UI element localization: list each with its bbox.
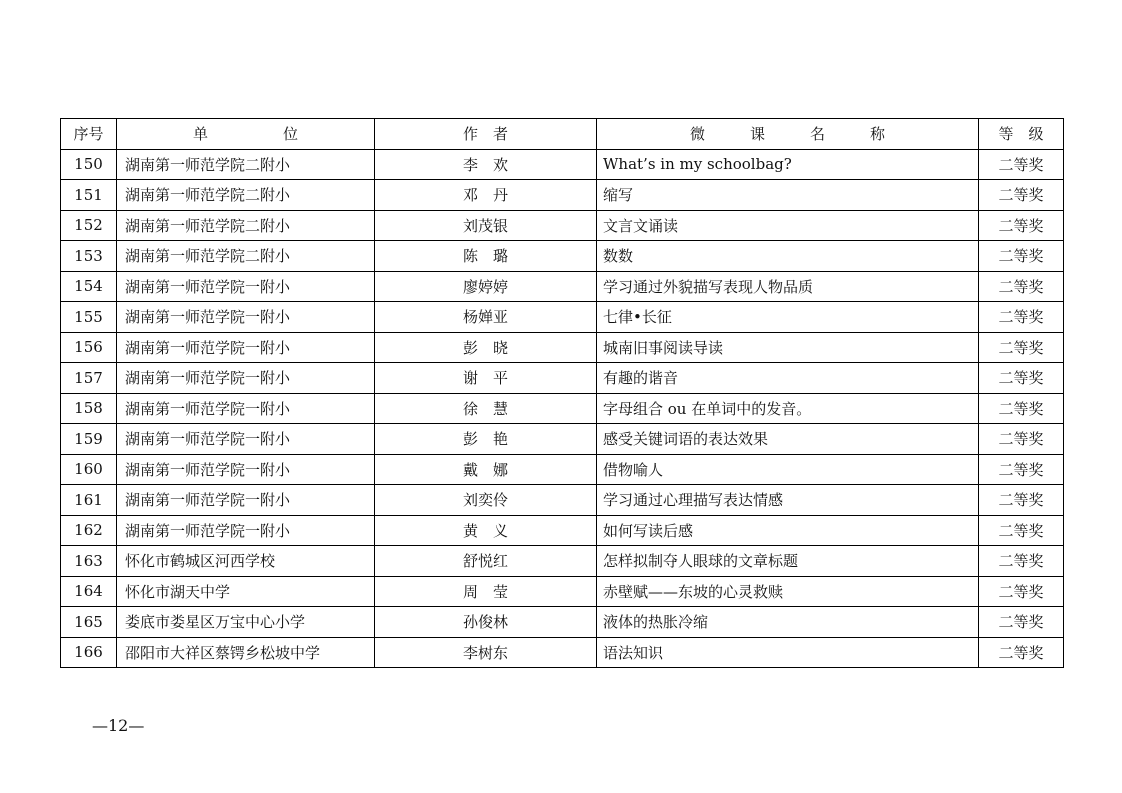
cell-unit: 湖南第一师范学院一附小 bbox=[117, 515, 375, 546]
cell-grade: 二等奖 bbox=[979, 363, 1064, 394]
cell-seq: 161 bbox=[61, 485, 117, 516]
cell-grade: 二等奖 bbox=[979, 332, 1064, 363]
cell-seq: 164 bbox=[61, 576, 117, 607]
header-grade: 等 级 bbox=[979, 119, 1064, 150]
table-body bbox=[61, 149, 1064, 668]
cell-grade: 二等奖 bbox=[979, 424, 1064, 455]
cell-author: 邓 丹 bbox=[375, 180, 597, 211]
cell-unit: 湖南第一师范学院一附小 bbox=[117, 454, 375, 485]
table-row bbox=[61, 332, 1064, 363]
cell-author: 谢 平 bbox=[375, 363, 597, 394]
cell-seq: 159 bbox=[61, 424, 117, 455]
table-row bbox=[61, 241, 1064, 272]
cell-author: 李 欢 bbox=[375, 149, 597, 180]
table-row bbox=[61, 424, 1064, 455]
table-row bbox=[61, 393, 1064, 424]
cell-title: 有趣的谐音 bbox=[597, 363, 979, 394]
table-row bbox=[61, 607, 1064, 638]
table-row bbox=[61, 485, 1064, 516]
cell-grade: 二等奖 bbox=[979, 302, 1064, 333]
cell-grade: 二等奖 bbox=[979, 210, 1064, 241]
cell-grade: 二等奖 bbox=[979, 149, 1064, 180]
table-row bbox=[61, 363, 1064, 394]
cell-author: 周 莹 bbox=[375, 576, 597, 607]
cell-title: What’s in my schoolbag? bbox=[597, 149, 979, 180]
cell-unit: 湖南第一师范学院二附小 bbox=[117, 149, 375, 180]
cell-grade: 二等奖 bbox=[979, 515, 1064, 546]
header-seq: 序号 bbox=[61, 119, 117, 150]
cell-unit: 怀化市鹤城区河西学校 bbox=[117, 546, 375, 577]
cell-seq: 166 bbox=[61, 637, 117, 668]
cell-unit: 湖南第一师范学院一附小 bbox=[117, 424, 375, 455]
cell-unit: 湖南第一师范学院一附小 bbox=[117, 302, 375, 333]
cell-unit: 邵阳市大祥区蔡锷乡松坡中学 bbox=[117, 637, 375, 668]
cell-unit: 湖南第一师范学院一附小 bbox=[117, 393, 375, 424]
cell-seq: 157 bbox=[61, 363, 117, 394]
cell-seq: 151 bbox=[61, 180, 117, 211]
cell-author: 孙俊林 bbox=[375, 607, 597, 638]
cell-author: 戴 娜 bbox=[375, 454, 597, 485]
cell-unit: 湖南第一师范学院二附小 bbox=[117, 210, 375, 241]
table-row bbox=[61, 302, 1064, 333]
table-row bbox=[61, 180, 1064, 211]
header-author: 作 者 bbox=[375, 119, 597, 150]
cell-author: 黄 义 bbox=[375, 515, 597, 546]
cell-title: 学习通过外貌描写表现人物品质 bbox=[597, 271, 979, 302]
table-row bbox=[61, 576, 1064, 607]
cell-title: 语法知识 bbox=[597, 637, 979, 668]
cell-author: 彭 艳 bbox=[375, 424, 597, 455]
cell-grade: 二等奖 bbox=[979, 637, 1064, 668]
cell-title: 数数 bbox=[597, 241, 979, 272]
cell-author: 徐 慧 bbox=[375, 393, 597, 424]
table-row bbox=[61, 271, 1064, 302]
cell-seq: 163 bbox=[61, 546, 117, 577]
header-unit: 单 位 bbox=[117, 119, 375, 150]
cell-title: 字母组合 ou 在单词中的发音。 bbox=[597, 393, 979, 424]
cell-unit: 湖南第一师范学院一附小 bbox=[117, 363, 375, 394]
cell-seq: 165 bbox=[61, 607, 117, 638]
cell-grade: 二等奖 bbox=[979, 393, 1064, 424]
table-row bbox=[61, 546, 1064, 577]
cell-author: 李树东 bbox=[375, 637, 597, 668]
cell-author: 刘茂银 bbox=[375, 210, 597, 241]
cell-seq: 150 bbox=[61, 149, 117, 180]
cell-grade: 二等奖 bbox=[979, 576, 1064, 607]
cell-author: 彭 晓 bbox=[375, 332, 597, 363]
cell-title: 赤壁赋——东坡的心灵救赎 bbox=[597, 576, 979, 607]
cell-unit: 湖南第一师范学院一附小 bbox=[117, 332, 375, 363]
cell-unit: 湖南第一师范学院二附小 bbox=[117, 180, 375, 211]
cell-seq: 162 bbox=[61, 515, 117, 546]
cell-seq: 155 bbox=[61, 302, 117, 333]
cell-author: 廖婷婷 bbox=[375, 271, 597, 302]
cell-title: 借物喻人 bbox=[597, 454, 979, 485]
table-row bbox=[61, 454, 1064, 485]
cell-title: 感受关键词语的表达效果 bbox=[597, 424, 979, 455]
cell-grade: 二等奖 bbox=[979, 546, 1064, 577]
cell-title: 缩写 bbox=[597, 180, 979, 211]
cell-grade: 二等奖 bbox=[979, 180, 1064, 211]
cell-grade: 二等奖 bbox=[979, 607, 1064, 638]
cell-author: 舒悦红 bbox=[375, 546, 597, 577]
cell-author: 刘奕伶 bbox=[375, 485, 597, 516]
cell-seq: 156 bbox=[61, 332, 117, 363]
cell-title: 如何写读后感 bbox=[597, 515, 979, 546]
cell-author: 陈 璐 bbox=[375, 241, 597, 272]
cell-title: 学习通过心理描写表达情感 bbox=[597, 485, 979, 516]
cell-unit: 湖南第一师范学院一附小 bbox=[117, 485, 375, 516]
cell-unit: 湖南第一师范学院一附小 bbox=[117, 271, 375, 302]
cell-seq: 158 bbox=[61, 393, 117, 424]
award-table bbox=[60, 118, 1064, 668]
header-row bbox=[61, 119, 1064, 150]
cell-seq: 154 bbox=[61, 271, 117, 302]
table-row bbox=[61, 637, 1064, 668]
cell-grade: 二等奖 bbox=[979, 485, 1064, 516]
table-row bbox=[61, 515, 1064, 546]
header-title: 微 课 名 称 bbox=[597, 119, 979, 150]
page-number: —12— bbox=[92, 716, 145, 735]
cell-grade: 二等奖 bbox=[979, 271, 1064, 302]
cell-title: 七律•长征 bbox=[597, 302, 979, 333]
cell-title: 城南旧事阅读导读 bbox=[597, 332, 979, 363]
cell-grade: 二等奖 bbox=[979, 241, 1064, 272]
cell-title: 文言文诵读 bbox=[597, 210, 979, 241]
table-row bbox=[61, 149, 1064, 180]
table-row bbox=[61, 210, 1064, 241]
cell-unit: 娄底市娄星区万宝中心小学 bbox=[117, 607, 375, 638]
cell-seq: 160 bbox=[61, 454, 117, 485]
cell-unit: 湖南第一师范学院二附小 bbox=[117, 241, 375, 272]
cell-seq: 152 bbox=[61, 210, 117, 241]
cell-grade: 二等奖 bbox=[979, 454, 1064, 485]
cell-title: 液体的热胀冷缩 bbox=[597, 607, 979, 638]
cell-title: 怎样拟制夺人眼球的文章标题 bbox=[597, 546, 979, 577]
cell-seq: 153 bbox=[61, 241, 117, 272]
cell-unit: 怀化市湖天中学 bbox=[117, 576, 375, 607]
cell-author: 杨婵亚 bbox=[375, 302, 597, 333]
